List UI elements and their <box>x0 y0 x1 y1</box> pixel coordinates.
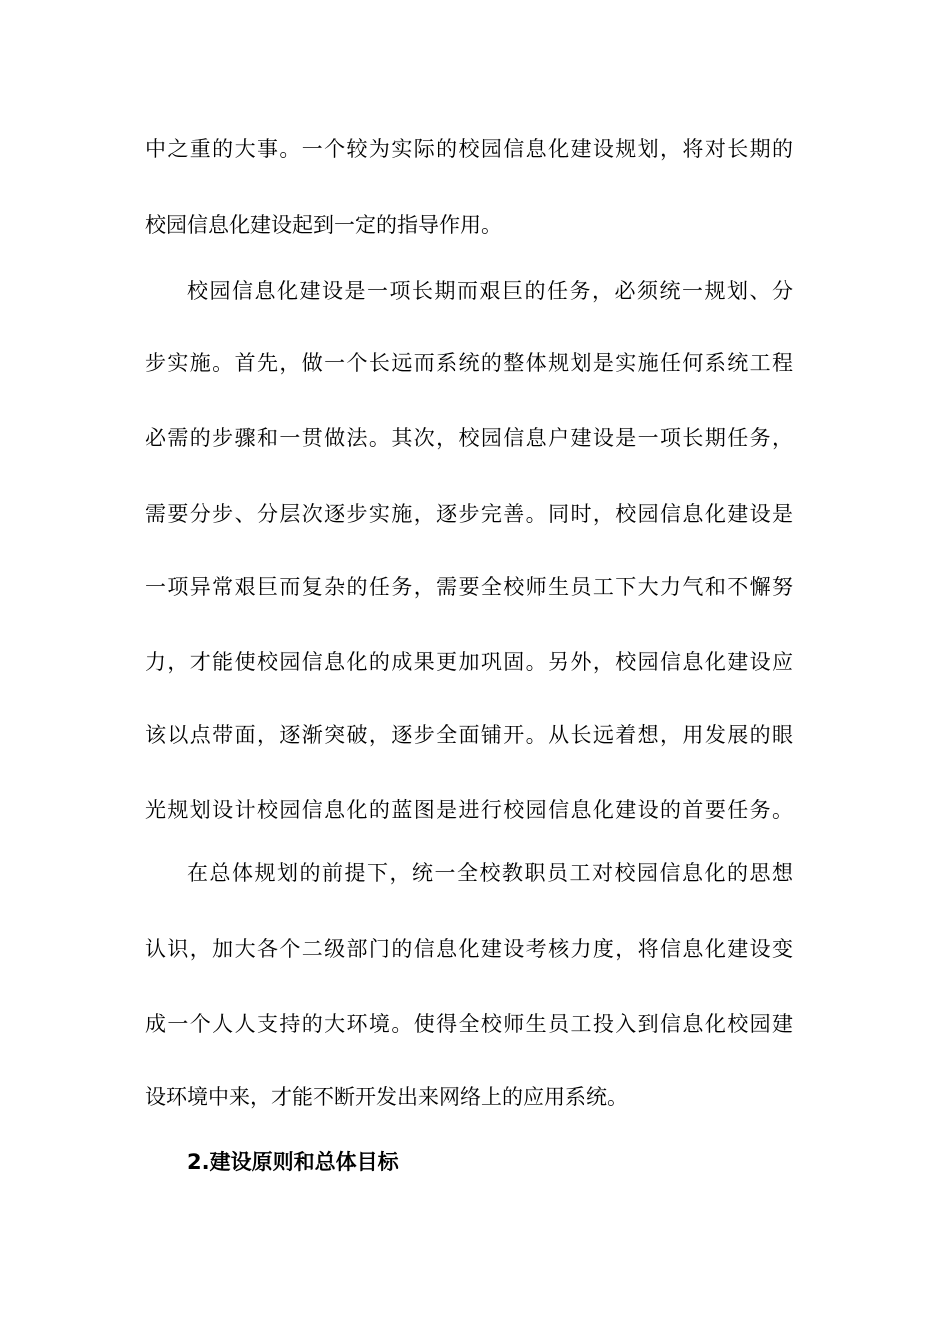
text-line: 设环境中来，才能不断开发出来网络上的应用系统。 <box>145 1085 628 1109</box>
text-line: 需要分步、分层次逐步实施，逐步完善。同时，校园信息化建设是 <box>145 502 793 526</box>
section-heading: 2.建设原则和总体目标 <box>187 1150 399 1174</box>
text-line: 步实施。首先，做一个长远而系统的整体规划是实施任何系统工程 <box>145 351 793 375</box>
text-line: 必需的步骤和一贯做法。其次，校园信息户建设是一项长期任务， <box>145 426 793 450</box>
text-line: 校园信息化建设起到一定的指导作用。 <box>145 213 502 237</box>
text-line: 在总体规划的前提下，统一全校教职员工对校园信息化的思想 <box>187 861 793 885</box>
text-line: 认识，加大各个二级部门的信息化建设考核力度，将信息化建设变 <box>145 937 793 961</box>
text-line: 成一个人人支持的大环境。使得全校师生员工投入到信息化校园建 <box>145 1012 793 1036</box>
text-line: 力，才能使校园信息化的成果更加巩固。另外，校园信息化建设应 <box>145 650 793 674</box>
text-line: 一项异常艰巨而复杂的任务，需要全校师生员工下大力气和不懈努 <box>145 575 793 599</box>
text-line: 光规划设计校园信息化的蓝图是进行校园信息化建设的首要任务。 <box>145 798 793 822</box>
text-line: 校园信息化建设是一项长期而艰巨的任务，必须统一规划、分 <box>187 279 793 303</box>
text-line: 中之重的大事。一个较为实际的校园信息化建设规划，将对长期的 <box>145 137 793 161</box>
text-line: 该以点带面，逐渐突破，逐步全面铺开。从长远着想，用发展的眼 <box>145 723 793 747</box>
